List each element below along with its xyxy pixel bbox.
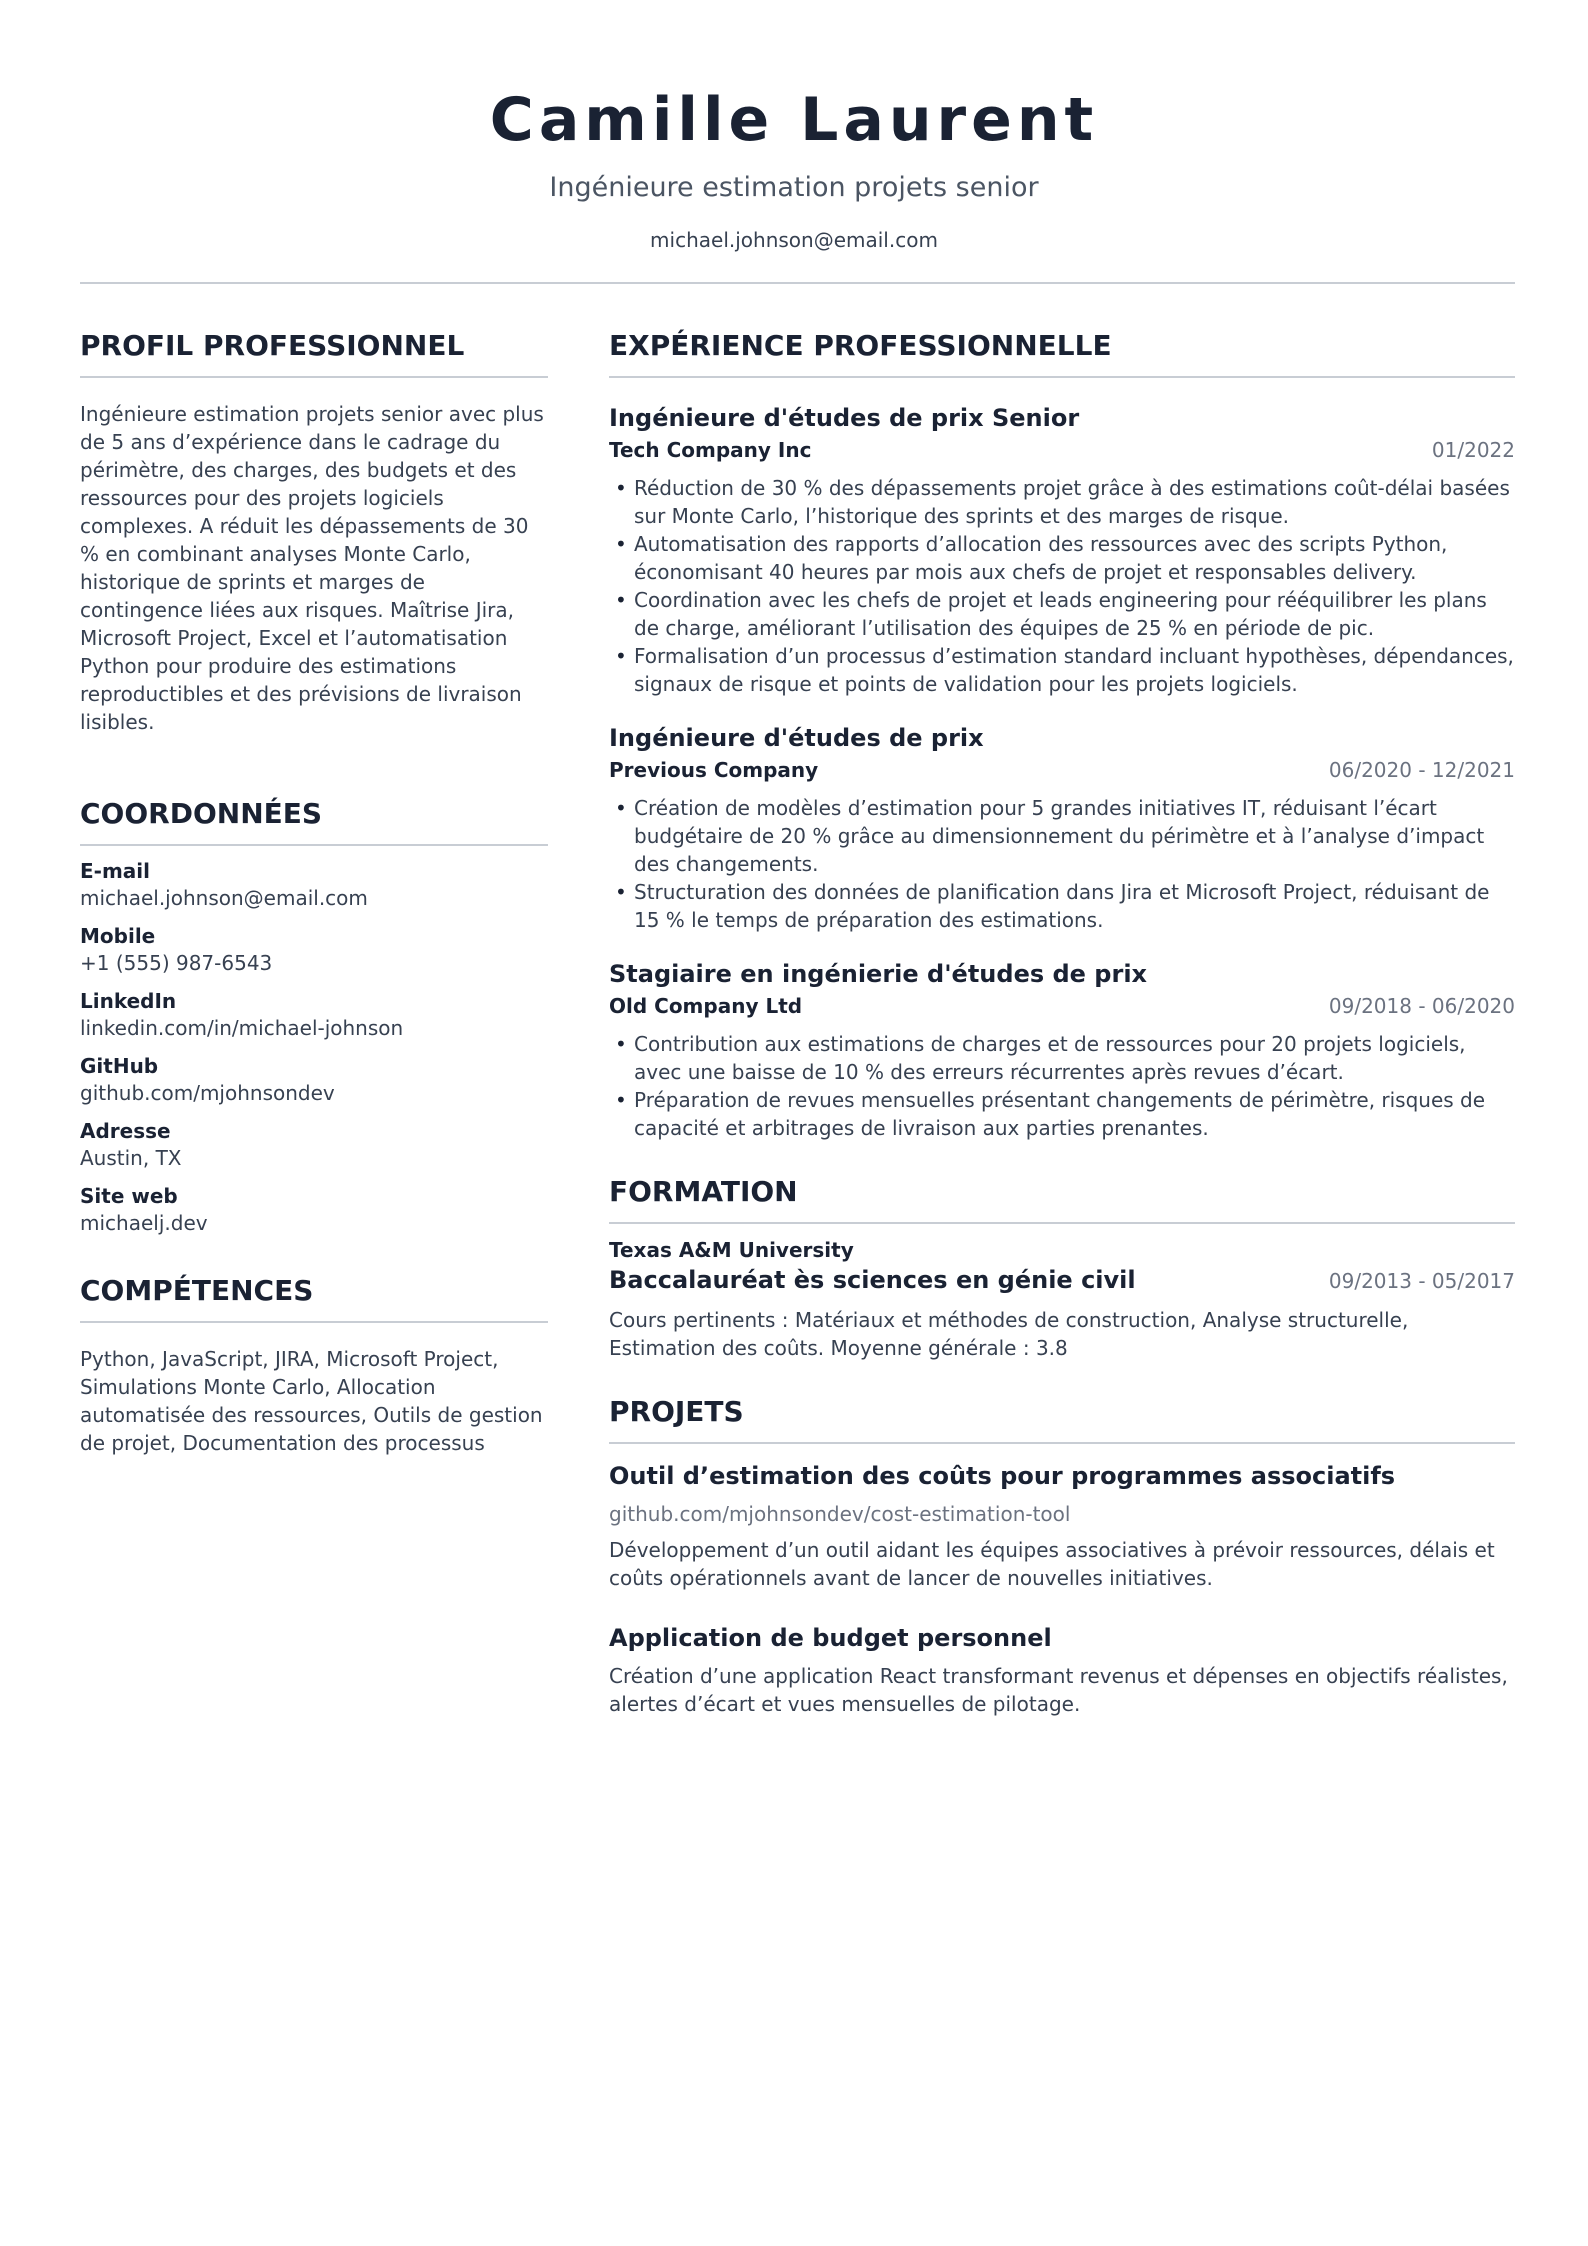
job-meta [609,756,1515,784]
job-entry-title: Stagiaire en ingénierie d'études de prix [609,960,1148,988]
project-title: Outil d’estimation des coûts pour programmes associatifs [609,1462,1396,1490]
contact-item-github [80,1053,548,1107]
profile-section [80,326,548,736]
job-date: 01/2022 [1431,438,1515,462]
contact-value: michael.johnson@email.com [80,886,368,910]
experience-section [609,326,1515,1142]
contact-list [80,858,548,1237]
bullet-item: • Préparation de revues mensuelles présentant changements de périmètre, risques de capacité et arbitrages de livraison aux parties prenantes. [609,1086,1515,1142]
bullet-item: • Contribution aux estimations de charges et de ressources pour 20 projets logiciels, avec une baisse de 10 % des erreurs récurrentes après revues d’écart. [609,1030,1515,1086]
contact-item-website [80,1183,548,1237]
degree-row [609,1264,1515,1296]
contact-value: Austin, TX [80,1146,182,1170]
company-name: Previous Company [609,758,819,782]
job-date: 06/2020 - 12/2021 [1328,758,1515,782]
contact-item-linkedin [80,988,548,1042]
project-description: Développement d’un outil aidant les équipes associatives à prévoir ressources, délais et coûts opérationnels avant de lancer de nouvelles initiatives. [609,1538,1495,1590]
bullet-item: • Automatisation des rapports d’allocation des ressources avec des scripts Python, économisant 40 heures par mois aux chefs de projet et responsables delivery. [609,530,1515,586]
contact-label: LinkedIn [80,989,177,1013]
contact-value: github.com/mjohnsondev [80,1081,335,1105]
job-meta [609,992,1515,1020]
skills-heading: COMPÉTENCES [80,1271,548,1323]
job-bullets [609,794,1515,934]
skills-text: Python, JavaScript, JIRA, Microsoft Project, Simulations Monte Carlo, Allocation automatisée des ressources, Outils de gestion de projet, Documentation des processus [80,1347,543,1455]
job-bullets [609,1030,1515,1142]
skills-section [80,1271,548,1457]
contact-label: Adresse [80,1119,171,1143]
job-entry-title: Ingénieure d'études de prix Senior [609,404,1080,432]
project-title: Application de budget personnel [609,1624,1052,1652]
profile-heading: PROFIL PROFESSIONNEL [80,326,548,378]
contact-section [80,794,548,1237]
header-divider [80,282,1515,284]
company-name: Old Company Ltd [609,994,803,1018]
contact-value: michaelj.dev [80,1211,208,1235]
school-name: Texas A&M University [609,1238,854,1262]
projects-heading: PROJETS [609,1392,1515,1444]
contact-label: Mobile [80,924,156,948]
bullet-item: • Réduction de 30 % des dépassements projet grâce à des estimations coût-délai basées sur Monte Carlo, l’historique des sprints et des marges de risque. [609,474,1515,530]
bullet-item: • Création de modèles d’estimation pour 5 grandes initiatives IT, réduisant l’écart budgétaire de 20 % grâce au dimensionnement du périmètre et à l’analyse d’impact des changements. [609,794,1515,878]
candidate-name: Camille Laurent [489,85,1099,155]
contact-label: GitHub [80,1054,159,1078]
degree-title: Baccalauréat ès sciences en génie civil [609,1266,1136,1294]
job-bullets [609,474,1515,698]
bullet-item: • Formalisation d’un processus d’estimation standard incluant hypothèses, dépendances, signaux de risque et points de validation pour les projets logiciels. [609,642,1515,698]
education-section [609,1172,1515,1362]
contact-value: +1 (555) 987-6543 [80,951,273,975]
contact-label: Site web [80,1184,178,1208]
project-link[interactable]: github.com/mjohnsondev/cost-estimation-tool [609,1502,1071,1526]
contact-heading: COORDONNÉES [80,794,548,846]
job-entry [609,958,1515,1142]
project-entry [609,1622,1515,1718]
education-heading: FORMATION [609,1172,1515,1224]
left-column [80,326,548,1457]
job-entry [609,722,1515,934]
contact-value: linkedin.com/in/michael-johnson [80,1016,404,1040]
project-entry [609,1460,1515,1592]
job-entry [609,402,1515,698]
job-date: 09/2018 - 06/2020 [1328,994,1515,1018]
profile-text: Ingénieure estimation projets senior avec plus de 5 ans d’expérience dans le cadrage du périmètre, des charges, des budgets et des ressources pour des projets logiciels complexes. A réduit les dépassements de 30 % en combinant analyses Monte Carlo, historique de sprints et marges de contingence liées aux risques. Maîtrise Jira, Microsoft Project, Excel et l’automatisation Python pour produire des estimations reproductibles et des prévisions de livraison lisibles. [80,402,544,734]
resume-header [0,82,1588,254]
job-meta [609,436,1515,464]
education-date: 09/2013 - 05/2017 [1328,1269,1515,1293]
job-title: Ingénieure estimation projets senior [549,172,1039,203]
experience-heading: EXPÉRIENCE PROFESSIONNELLE [609,326,1515,378]
right-column [609,326,1515,1718]
projects-section [609,1392,1515,1718]
bullet-item: • Coordination avec les chefs de projet et leads engineering pour rééquilibrer les plans de charge, améliorant l’utilisation des équipes de 25 % en période de pic. [609,586,1515,642]
job-entry-title: Ingénieure d'études de prix [609,724,984,752]
project-description: Création d’une application React transformant revenus et dépenses en objectifs réalistes, alertes d’écart et vues mensuelles de pilotage. [609,1664,1508,1716]
contact-item-email [80,858,548,912]
header-email: michael.johnson@email.com [650,228,938,252]
education-description: Cours pertinents : Matériaux et méthodes de construction, Analyse structurelle, Estimation des coûts. Moyenne générale : 3.8 [609,1308,1409,1360]
bullet-item: • Structuration des données de planification dans Jira et Microsoft Project, réduisant de 15 % le temps de préparation des estimations. [609,878,1515,934]
contact-item-mobile [80,923,548,977]
company-name: Tech Company Inc [609,438,812,462]
contact-label: E-mail [80,859,151,883]
contact-item-address [80,1118,548,1172]
